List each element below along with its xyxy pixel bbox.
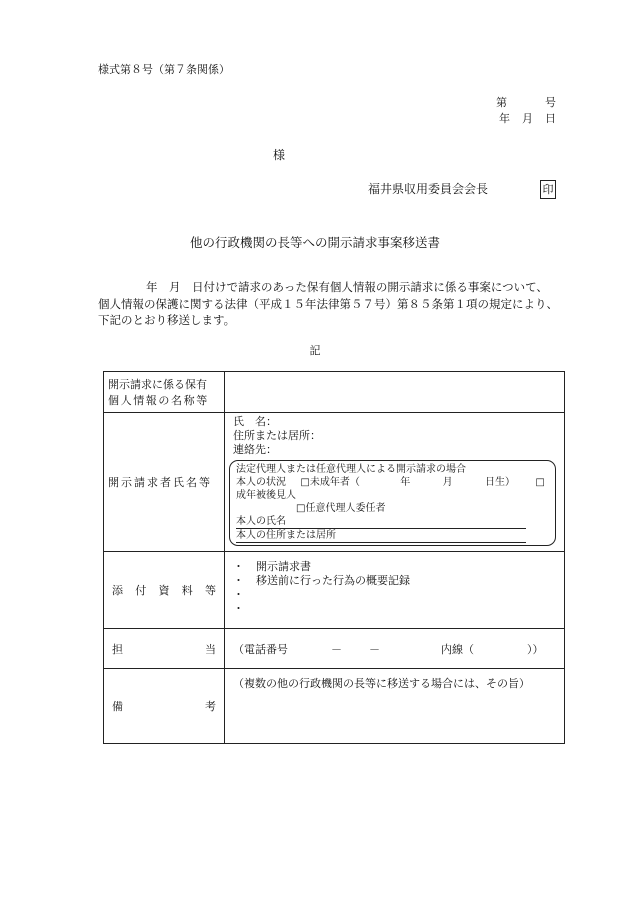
label-contact-2: 当	[205, 642, 216, 656]
extension-label: 内線（	[441, 642, 474, 656]
label-remarks-1: 備	[112, 700, 123, 713]
seal-box: 印	[540, 180, 556, 199]
body-line-1: 年 月 日付けで請求のあった保有個人情報の開示請求に係る事案について、	[146, 280, 548, 294]
transfer-table	[103, 371, 565, 744]
body-paragraph	[98, 279, 568, 329]
agent-person-address[interactable]: 本人の住所または居所	[236, 529, 526, 543]
number-dai: 第	[496, 96, 507, 109]
label-remarks	[104, 669, 225, 744]
attachment-item: ・ 移送前に行った行為の概要記録	[233, 574, 410, 587]
requester-contact[interactable]: 連絡先：	[233, 443, 277, 456]
value-contact	[225, 629, 565, 669]
body-line-2: 個人情報の保護に関する法律（平成１５年法律第５７号）第８５条第１項の規定により、	[98, 296, 558, 311]
sender-name: 福井県収用委員会会長	[368, 182, 489, 196]
label-info-name-a: 開示請求に係る保有	[108, 378, 207, 391]
date-year: 年	[499, 112, 510, 125]
number-go: 号	[545, 96, 556, 109]
requester-name[interactable]: 氏 名：	[233, 415, 277, 428]
requester-address[interactable]: 住所または居所：	[233, 429, 321, 442]
label-contact-1: 担	[112, 642, 123, 656]
agent-heading: 法定代理人または任意代理人による開示請求の場合	[236, 464, 466, 475]
row-info-name	[104, 372, 565, 413]
label-requester	[104, 413, 225, 552]
attachment-item[interactable]: ・	[233, 588, 244, 601]
row-contact	[104, 629, 565, 669]
agent-minor-checkbox[interactable]: □未成年者（	[300, 477, 360, 488]
body-line-3: 下記のとおり移送します。	[98, 313, 236, 327]
label-attachments-1: 添	[112, 584, 123, 597]
recipient-honorific: 様	[273, 148, 286, 162]
agent-guardian-checkbox[interactable]: □成年被後見人	[236, 477, 545, 501]
label-attachments-4: 料	[181, 584, 193, 597]
agent-proxy-checkbox[interactable]: □任意代理人委任者	[296, 503, 386, 514]
label-contact	[104, 629, 225, 669]
phone-label: （電話番号	[233, 642, 288, 656]
extension-close: ））	[527, 642, 544, 656]
label-attachments	[104, 552, 225, 629]
value-info-name[interactable]	[225, 372, 565, 413]
label-info-name-b: 個人情報の名称等	[108, 394, 209, 407]
agent-birth-day: 日生）	[484, 477, 515, 488]
label-attachments-5: 等	[205, 584, 216, 597]
attachment-item[interactable]: ・	[233, 602, 244, 615]
label-info-name	[104, 372, 225, 413]
value-remarks[interactable]	[225, 669, 565, 744]
row-requester	[104, 413, 565, 552]
form-number: 様式第８号（第７条関係）	[98, 63, 230, 76]
agent-birth-month: 月	[442, 477, 453, 488]
value-attachments	[225, 552, 565, 629]
agent-person-name[interactable]: 本人の氏名	[236, 515, 526, 529]
date-day: 日	[545, 112, 556, 125]
attachment-item: ・ 開示請求書	[233, 560, 311, 573]
document-number-date	[496, 95, 556, 127]
row-remarks	[104, 669, 565, 744]
date-month: 月	[522, 112, 533, 125]
label-remarks-2: 考	[205, 700, 216, 713]
ki-heading: 記	[309, 344, 321, 357]
agent-birth-year: 年	[400, 477, 411, 488]
agent-status-label: 本人の状況	[236, 477, 286, 488]
agent-box	[229, 460, 556, 546]
label-requester-text: 開示請求者氏名等	[108, 476, 212, 489]
value-requester	[225, 413, 565, 552]
remarks-note: （複数の他の行政機関の長等に移送する場合には、その旨）	[233, 677, 530, 690]
phone-dash-2: －	[369, 642, 380, 656]
page-title: 他の行政機関の長等への開示請求事案移送書	[189, 235, 440, 250]
label-attachments-3: 資	[158, 584, 170, 597]
row-attachments	[104, 552, 565, 629]
label-attachments-2: 付	[135, 584, 147, 597]
phone-dash-1: －	[331, 642, 342, 656]
